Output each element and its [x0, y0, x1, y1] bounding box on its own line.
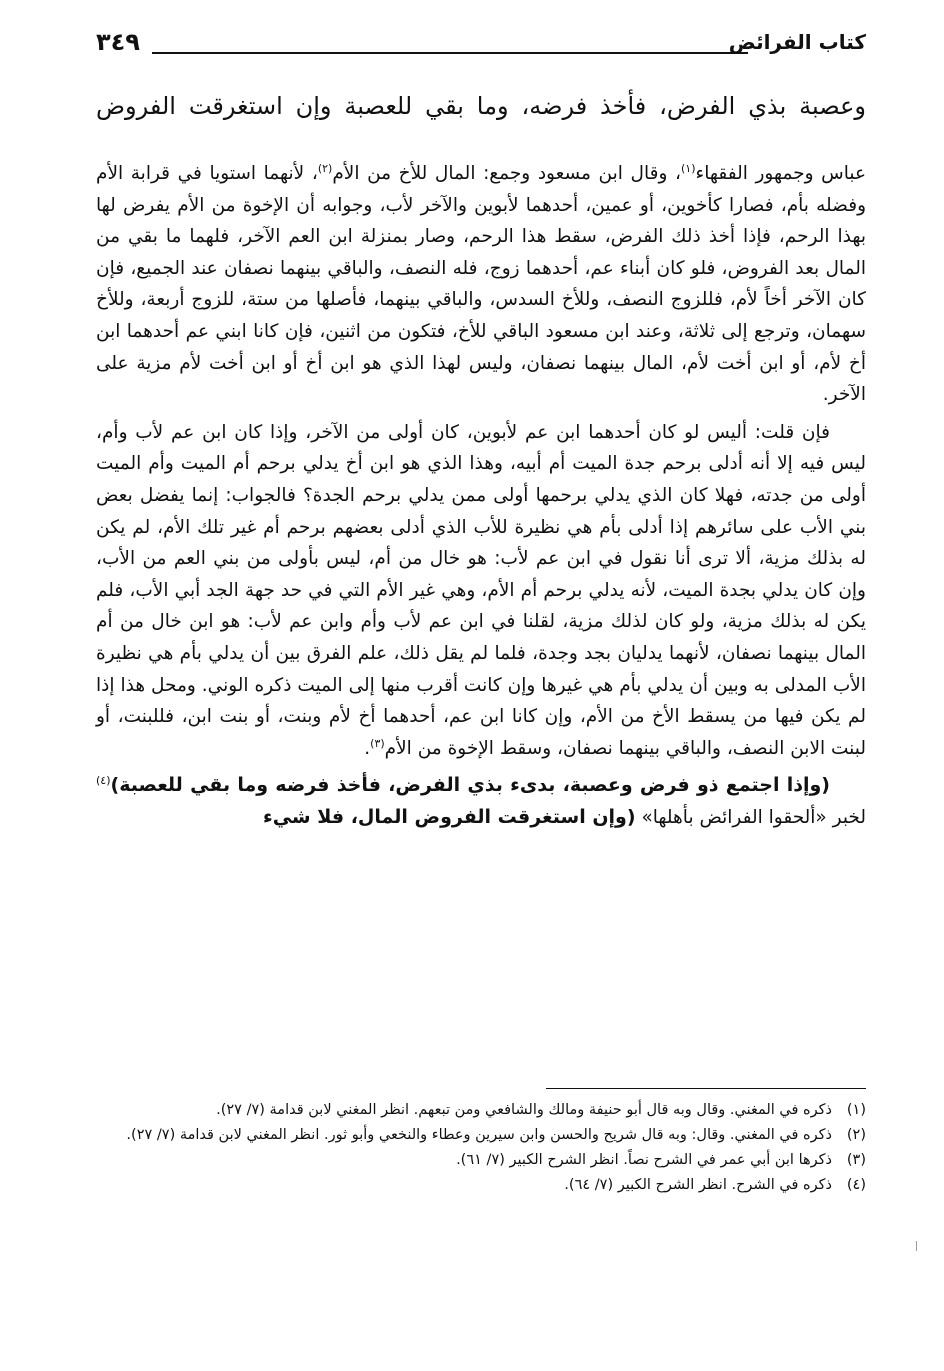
footnotes	[96, 1098, 866, 1198]
footnote-ref-4: (٤)	[96, 774, 111, 788]
matn-top-line: وعصبة بذي الفرض، فأخذ فرضه، وما بقي للعصبة وإن استغرقت الفروض	[96, 92, 866, 120]
paragraph-1-text-c: ، لأنهما استويا في قرابة الأم وفضله بأم، فصارا كأخوين، أو عمين، أحدهما لأبوين والآخر لأب، وجوابه أن الإخوة من الأم يفرض لها بهذا الرحم، فإذا أخذ ذلك الفرض، سقط هذا الرحم، وصار بمنزلة ابن العم الآخر، فلهما ما بقي من المال بعد الفروض، فلو كان أبناء عم، أحدهما زوج، فله النصف، والباقي بينهما نصفان عند الجميع، فإن كان الآخر أخاً لأم، فللزوج النصف، وللأخ السدس، والباقي بينهما، فأصلها من ستة، للزوج أربعة، وللأخ سهمان، وترجع إلى ثلاثة، وعند ابن مسعود الباقي للأخ، فتكون من اثنين، فإن كانا ابني عم أحدهما ابن أخ لأم، أو ابن أخت لأم، المال بينهما نصفان، وليس لهذا الذي هو ابن أخ أو ابن أخت لأم مزية على الآخر.	[96, 163, 866, 406]
footnote-4	[96, 1173, 866, 1198]
footnote-text: ذكره في الشرح. انظر الشرح الكبير (٧/ ٦٤).	[564, 1177, 832, 1193]
footnote-1	[96, 1098, 866, 1123]
commentary-body	[96, 158, 866, 833]
footnote-2	[96, 1123, 866, 1148]
book-title: كتاب الفرائض	[728, 30, 866, 54]
paragraph-2-text-a: فإن قلت: أليس لو كان أحدهما ابن عم لأبوين، كان أولى من الآخر، وإذا كان ابن عم لأب وأم، ليس فيه إلا أنه أدلى برحم جدة الميت أم أبيه، وهذا الذي هو ابن أخ يدلي برحم أم الميت وأم الميت أولى من جدته، فهلا كان الذي يدلي برحمها أولى ممن يدلي برحم الجدة؟ فالجواب: إنما يفضل بعض بني الأب على سائرهم إذا أدلى بأم هي نظيرة للأب الذي أدلى بعضهم برحم أم غير تلك الأم، لم يكن له بذلك مزية، ألا ترى أنا نقول في ابن عم لأب: هو خال من أم، ليس بأولى من بني العم من الأب، وإن كان يدلي بجدة الميت، لأنه يدلي برحم أم الأم، وهي غير الأم التي في حد جهة الجد أبي الأب، فلم يكن له بذلك مزية، ولو كان لذلك مزية، لقلنا في ابن عم لأب وأم وابن عم لأب: هو ابن خال من أم المال بينهما نصفان، لأنهما يدليان بجد وجدة، فلما لم يقل ذلك، علم الفرق بين أن يدلي بأم هي نظيرة الأب المدلى به وبين أن يدلي بأم هي غيرها وإن كانت أقرب منها إلى الميت ذكره الوني. ومحل هذا إذا لم يكن فيها من يسقط الأخ من الأم، وإن كانا ابن عم، أحدهما أخ لأم وبنت، أو بنت ابن، فللبنت، أو لبنت الابن النصف، والباقي بينهما نصفان، وسقط الإخوة من الأم	[96, 421, 866, 759]
footnote-separator	[546, 1088, 866, 1089]
footnote-number: (٢)	[846, 1127, 866, 1143]
footnote-number: (٣)	[846, 1152, 866, 1168]
footnote-text: ذكره في المغني. وقال: وبه قال شريح والحسن وابن سيرين وعطاء والنخعي وأبو ثور. انظر المغني لابن قدامة (٧/ ٢٧).	[126, 1127, 832, 1143]
footnote-number: (١)	[846, 1102, 866, 1118]
footnote-number: (٤)	[846, 1177, 866, 1193]
footnote-3	[96, 1148, 866, 1173]
matn-bottom-paragraph	[96, 770, 866, 833]
scan-mark	[916, 1241, 917, 1251]
paragraph-1-text-b: ، وقال ابن مسعود وجمع: المال للأخ من الأم	[332, 163, 681, 184]
page-header	[96, 22, 866, 62]
footnote-ref-3: (٣)	[370, 736, 385, 750]
paragraph-1-text-a: عباس وجمهور الفقهاء	[695, 163, 866, 184]
matn-bold-text-1: (وإذا اجتمع ذو فرض وعصبة، بدىء بذي الفرض، فأخذ فرضه وما بقي للعصبة)	[110, 774, 830, 797]
footnote-text: ذكرها ابن أبي عمر في الشرح نصاً. انظر الشرح الكبير (٧/ ٦١).	[456, 1152, 832, 1168]
footnote-ref-1: (١)	[680, 161, 696, 175]
matn-bold-text-2: (وإن استغرقت الفروض المال، فلا شيء	[262, 805, 636, 828]
page-number: ٣٤٩	[96, 28, 140, 56]
paragraph-2-text-b: .	[364, 737, 371, 759]
commentary-paragraph-1	[96, 158, 866, 411]
matn-hadith-text: لخبر «ألحقوا الفرائض بأهلها»	[635, 806, 866, 828]
header-rule	[152, 52, 748, 54]
commentary-paragraph-2	[96, 417, 866, 765]
footnote-ref-2: (٢)	[317, 161, 333, 175]
footnote-text: ذكره في المغني. وقال وبه قال أبو حنيفة ومالك والشافعي ومن تبعهم. انظر المغني لابن قدامة (٧/ ٢٧).	[216, 1102, 832, 1118]
